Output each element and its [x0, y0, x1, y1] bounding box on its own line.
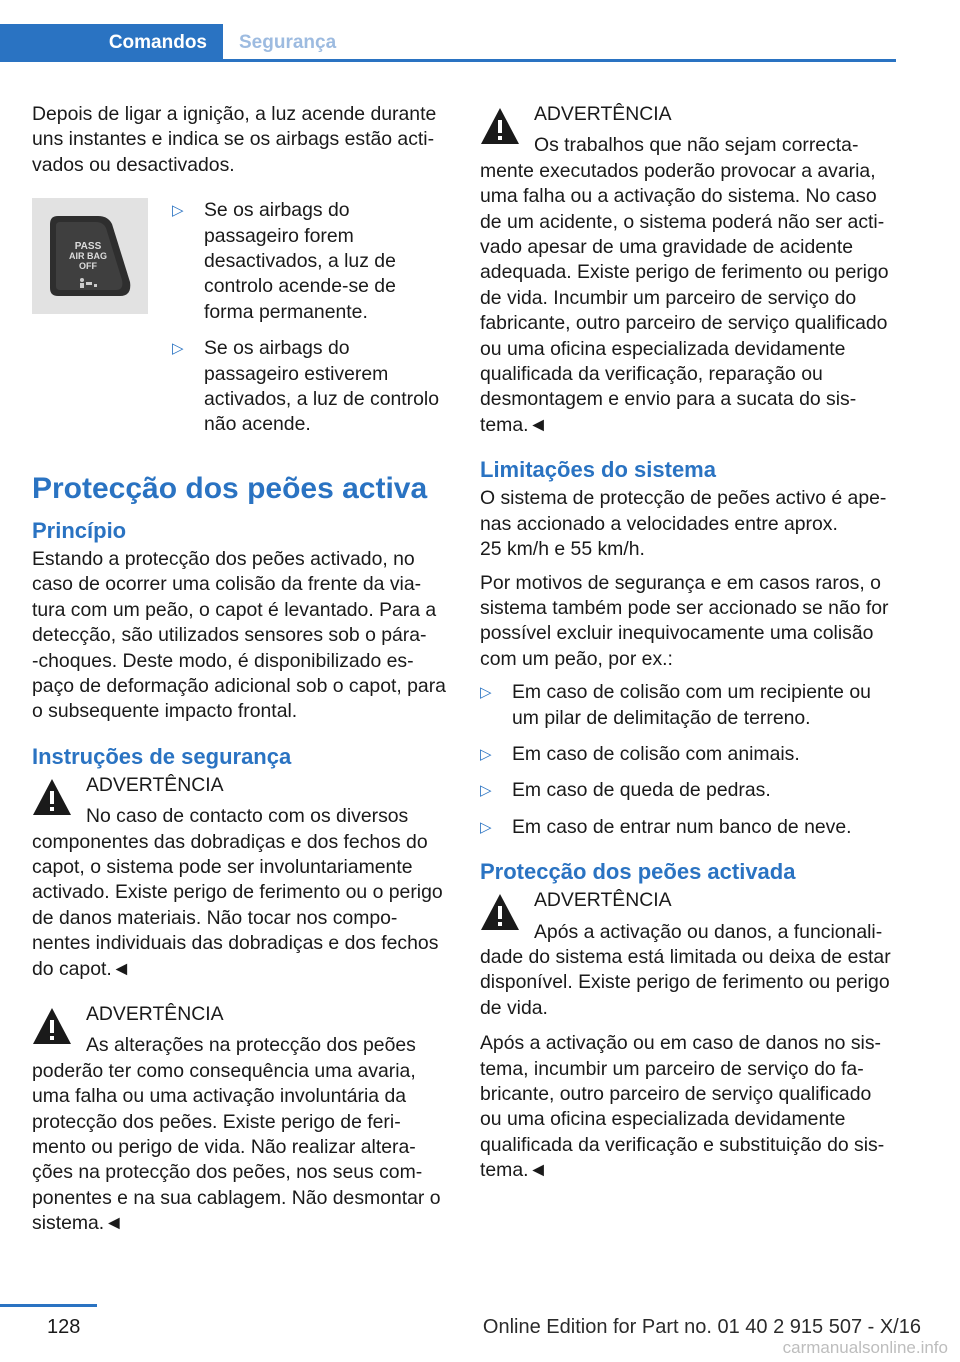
triangle-right-icon: ▷: [480, 745, 492, 763]
warning-block: [32, 773, 448, 982]
warning-block: [480, 888, 896, 1021]
list-item: ▷ Em caso de queda de pedras.: [480, 778, 896, 803]
safety-heading: Instruções de segurança: [32, 743, 292, 769]
warning-title: ADVERTÊNCIA: [534, 889, 672, 912]
warning-title: ADVERTÊNCIA: [86, 773, 224, 796]
warning-triangle-icon: [32, 1006, 72, 1046]
limits-paragraph: O sistema de protecção de peões activo é apenas accionado a velocidades entre aprox.: [480, 487, 887, 535]
airbag-indicator-block: [32, 198, 448, 449]
warning-text: Os trabalhos que não sejam correctamente executados poderão provocar a avaria, uma falha ou a activação do sistema. No caso de um acidente, o sistema poderá não ser activado apesar de uma gravidade de acidente adequada. Existe perigo de ferimento ou perigo de vida. Incumbir um parceiro de serviço do fabricante, outro parceiro de serviço qualificado ou uma oficina especializada devidamente qualificada da verificação, reparação ou desmontagem e envio para a sucata do sistema.◄: [480, 134, 889, 436]
triangle-right-icon: ▷: [480, 782, 492, 800]
intro-paragraph: Depois de ligar a ignição, a luz acende durante uns instantes e indica se os airbags estão activados ou desactivados.: [32, 103, 437, 176]
warning-block: [480, 102, 896, 438]
principle-heading: Princípio: [32, 517, 127, 543]
page-number: 128: [47, 1316, 81, 1338]
list-item: ▷ Em caso de colisão com animais.: [480, 742, 896, 767]
tab-comandos[interactable]: Comandos: [0, 24, 223, 62]
list-item: ▷ Em caso de entrar num banco de neve.: [480, 815, 896, 840]
warning-text: As alterações na protecção dos peões poderão ter como consequência uma avaria, uma falha ou uma activação involuntária da protecção dos peões. Existe perigo de ferimento ou perigo de vida. Não realizar alterações na protecção dos peões, nos seus componentes e na sua cablagem. Não desmontar o sistema.◄: [32, 1034, 441, 1235]
section-title: Protecção dos peões activa: [32, 471, 428, 505]
list-item: ▷ Se os airbags do passageiro estiverem activados, a luz de controlo não acende.: [172, 337, 439, 436]
passenger-airbag-off-light-image: [32, 198, 148, 314]
airbag-state-list: [172, 198, 448, 449]
warning-triangle-icon: [480, 106, 520, 146]
left-column: [32, 102, 448, 1247]
footer-rule: [0, 1304, 97, 1307]
triangle-right-icon: ▷: [172, 340, 184, 358]
warning-text: Após a activação ou danos, a funcionalidade do sistema está limitada ou deixa de estar disponível. Existe perigo de ferimento ou perigo de vida.: [480, 920, 891, 1019]
limits-paragraph-2: Por motivos de segurança e em casos raros, o sistema também pode ser accionado se não for possível excluir inequivocamente uma colisão com um peão, por ex.:: [480, 571, 889, 670]
tab-seguranca[interactable]: Segurança: [239, 32, 337, 53]
warning-text: No caso de contacto com os diversos componentes das dobradiças e dos fechos do capot, o sistema pode ser involuntariamente activado. Existe perigo de ferimento ou o perigo de danos materiais. Não tocar nos componentes individuais das dobradiças e dos fechos do capot.◄: [32, 805, 443, 980]
warning-title: ADVERTÊNCIA: [86, 1002, 224, 1025]
warning-block: [32, 1002, 448, 1237]
triangle-right-icon: ▷: [172, 202, 184, 220]
chapter-tabs: [0, 24, 896, 62]
warning-triangle-icon: [480, 892, 520, 932]
activated-paragraph: Após a activação ou em caso de danos no sistema, incumbir um parceiro de serviço do fabricante, outro parceiro de serviço qualificado ou uma oficina especializada devidamente qualificada da verificação e substituição do sistema.◄: [480, 1032, 885, 1182]
limits-list: [480, 680, 896, 840]
principle-paragraph: Estando a protecção dos peões activado, no caso de ocorrer uma colisão da frente da viatura com um peão, o capot é levantado. Para a detecção, são utilizados sensores sob o pára-‑choques. Deste modo, é disponibilizado espaço de deformação adicional sob o capot, para o subsequente impacto frontal.: [32, 547, 446, 723]
triangle-right-icon: ▷: [480, 684, 492, 702]
list-item: ▷ Se os airbags do passageiro forem desactivados, a luz de controlo acende-se de forma permanente.: [172, 199, 396, 323]
figure-label-off: OFF: [79, 261, 97, 272]
watermark: carmanualsonline.info: [782, 1338, 948, 1357]
triangle-right-icon: ▷: [480, 818, 492, 836]
limits-heading: Limitações do sistema: [480, 457, 716, 483]
activated-heading: Protecção dos peões activada: [480, 859, 796, 885]
warning-triangle-icon: [32, 777, 72, 817]
warning-title: ADVERTÊNCIA: [534, 103, 672, 125]
right-column: [480, 102, 896, 1192]
figure-label-pass: PASS: [74, 241, 102, 253]
list-item: ▷ Em caso de colisão com um recipiente ou um pilar de delimitação de terreno.: [480, 681, 871, 729]
limits-speed-range: 25 km/h e 55 km/h.: [480, 538, 645, 561]
edition-note: Online Edition for Part no. 01 40 2 915 507 - X/16: [482, 1316, 921, 1338]
figure-label-airbag: AIR BAG: [69, 251, 107, 262]
